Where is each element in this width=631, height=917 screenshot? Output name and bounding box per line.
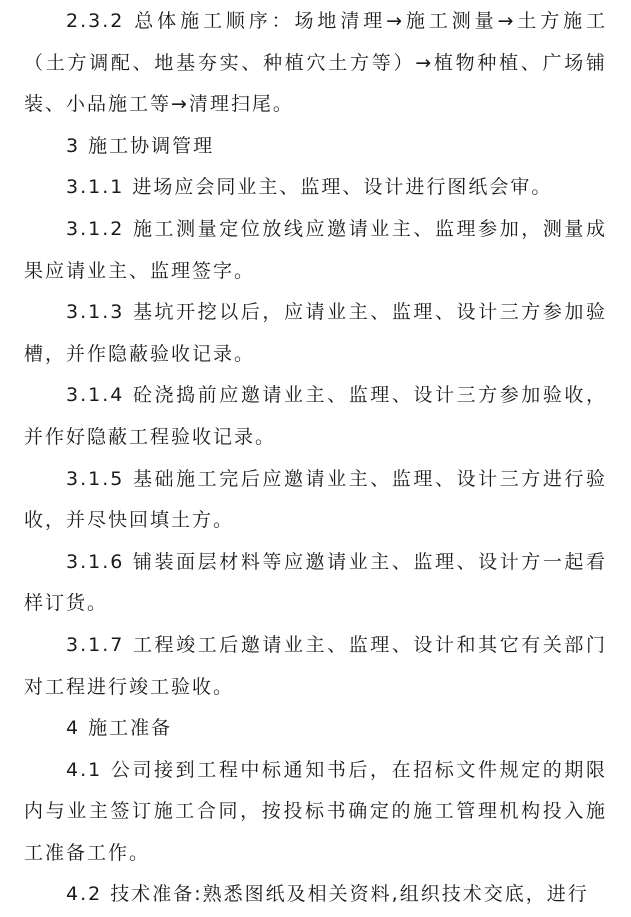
paragraph-3-1-6: 3.1.6 铺装面层材料等应邀请业主、监理、设计方一起看样订货。 [24, 550, 607, 615]
paragraph-4-2: 4.2 技术准备:熟悉图纸及相关资料,组织技术交底，进行 [66, 883, 589, 906]
paragraph-3-1-3: 3.1.3 基坑开挖以后，应请业主、监理、设计三方参加验槽，并作隐蔽验收记录。 [24, 301, 607, 365]
paragraph-3-1-4: 3.1.4 砼浇捣前应邀请业主、监理、设计三方参加验收，并作好隐蔽工程验收记录。 [24, 384, 607, 448]
section-heading-4: 4 施工准备 [66, 717, 173, 740]
paragraph-3-1-5: 3.1.5 基础施工完后应邀请业主、监理、设计三方进行验收，并尽快回填土方。 [24, 467, 607, 532]
paragraph-3-1-7: 3.1.7 工程竣工后邀请业主、监理、设计和其它有关部门对工程进行竣工验收。 [24, 633, 607, 698]
paragraph-3-1-1: 3.1.1 进场应会同业主、监理、设计进行图纸会审。 [66, 176, 553, 199]
paragraph-3-1-2: 3.1.2 施工测量定位放线应邀请业主、监理参加，测量成果应请业主、监理签字。 [24, 217, 607, 282]
section-heading-3: 3 施工协调管理 [66, 134, 215, 157]
paragraph-4-1: 4.1 公司接到工程中标通知书后，在招标文件规定的期限内与业主签订施工合同，按投标书确定的施工管理机构投入施工准备工作。 [24, 758, 607, 864]
paragraph-2-3-2: 2.3.2 总体施工顺序：场地清理→施工测量→土方施工（土方调配、地基夯实、种植穴土方等）→植物种植、广场铺装、小品施工等→清理扫尾。 [24, 10, 607, 116]
